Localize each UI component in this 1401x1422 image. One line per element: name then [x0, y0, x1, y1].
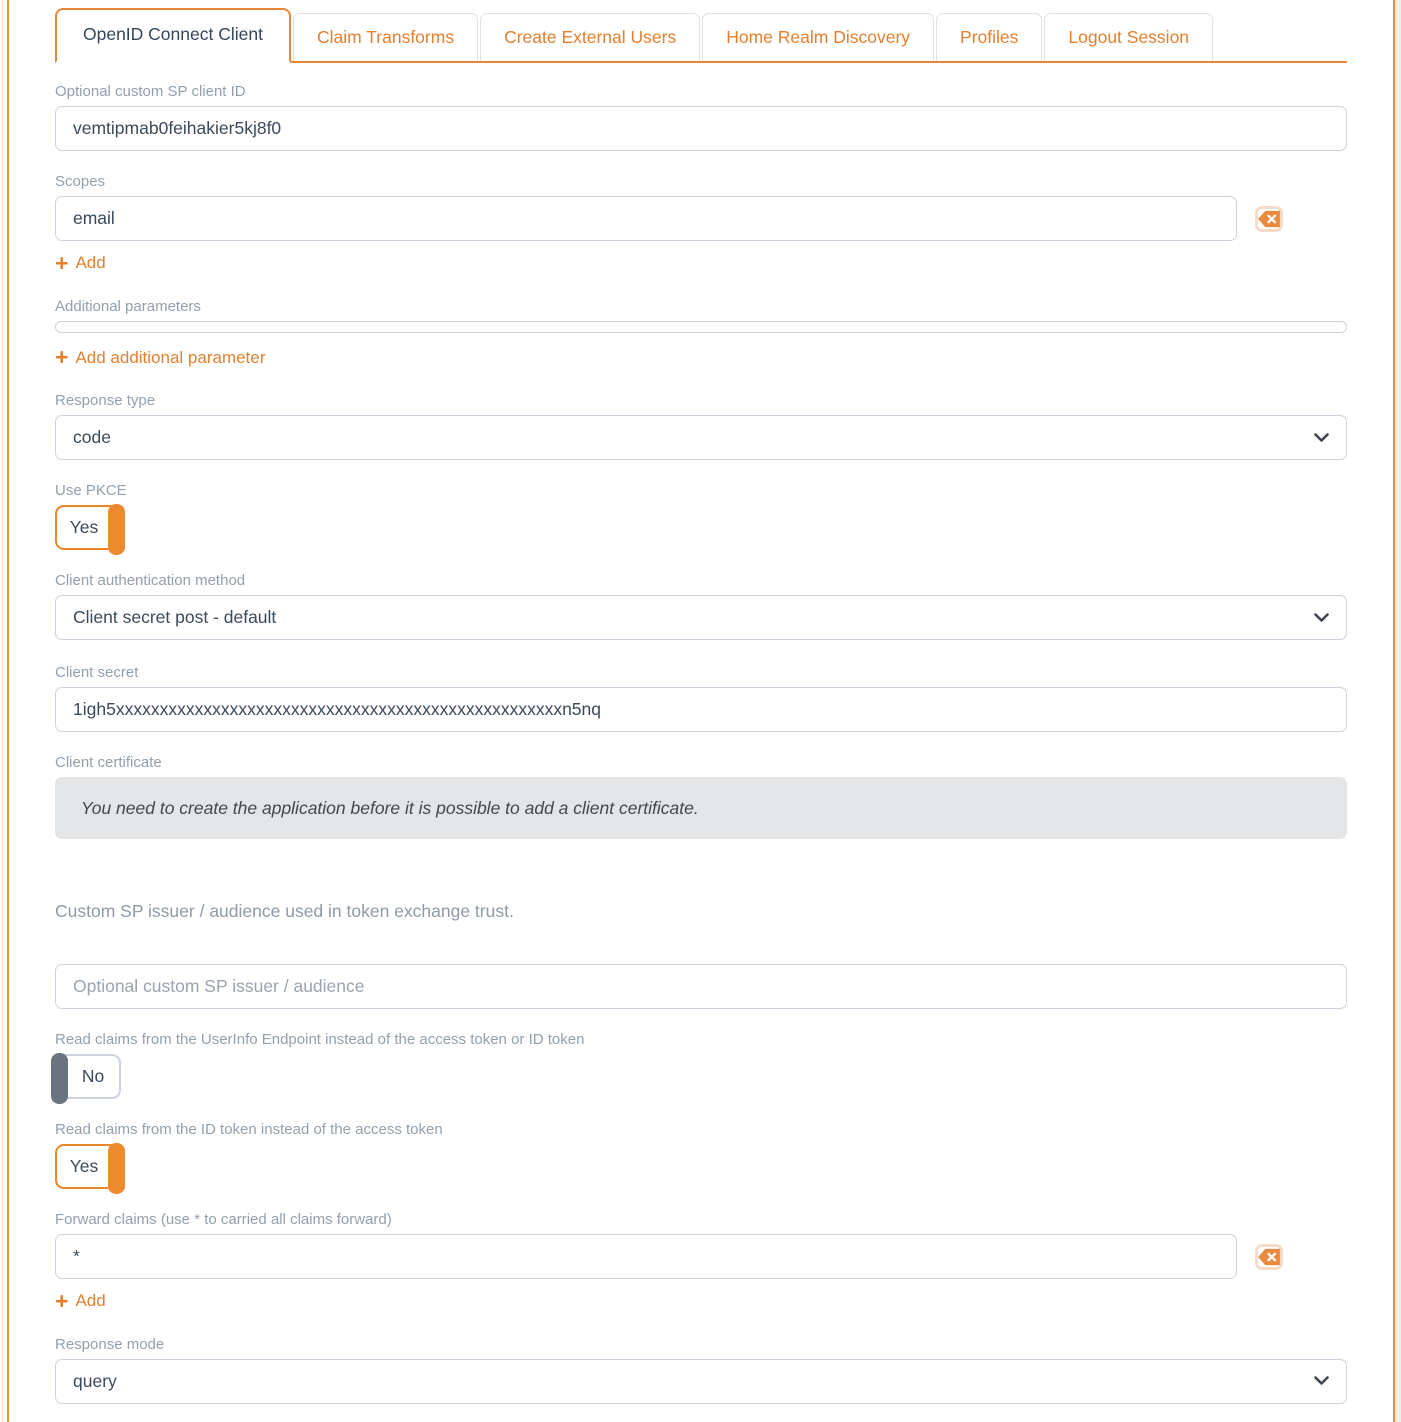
- tab-logout-session[interactable]: Logout Session: [1044, 13, 1213, 61]
- add-scope-link[interactable]: [55, 249, 106, 276]
- left-edge-faint-line: [2, 0, 3, 1422]
- read-claims-id-token-toggle-state: Yes: [69, 1156, 99, 1176]
- response-mode-select[interactable]: [55, 1359, 1347, 1404]
- tab-openid-connect-client[interactable]: OpenID Connect Client: [55, 8, 291, 63]
- read-claims-id-token-toggle[interactable]: [55, 1144, 121, 1189]
- response-type-value: code: [73, 427, 111, 447]
- add-additional-parameter-label: Add additional parameter: [75, 347, 266, 367]
- plus-icon: +: [55, 1287, 69, 1314]
- plus-icon: +: [55, 249, 69, 276]
- plus-icon: +: [55, 344, 69, 370]
- additional-parameters-input[interactable]: [55, 321, 1347, 333]
- client-auth-method-select[interactable]: [55, 595, 1347, 640]
- left-orange-border: [7, 0, 9, 1422]
- backspace-delete-icon: [1258, 1247, 1280, 1267]
- response-type-select[interactable]: [55, 415, 1347, 460]
- add-forward-claim-link[interactable]: [55, 1287, 106, 1314]
- chevron-down-icon: [1314, 1376, 1329, 1386]
- tab-home-realm-discovery[interactable]: Home Realm Discovery: [702, 13, 934, 61]
- toggle-knob: [108, 1143, 125, 1194]
- toggle-knob: [108, 504, 125, 555]
- forward-claims-label: Forward claims (use * to carried all claims forward): [55, 1211, 392, 1228]
- response-mode-value: query: [73, 1370, 117, 1391]
- tab-bar: [55, 8, 1347, 63]
- client-certificate-notice: You need to create the application before it is possible to add a client certificate.: [55, 777, 1347, 839]
- forward-claims-delete-button[interactable]: [1258, 1247, 1280, 1267]
- add-forward-claim-label: Add: [75, 1291, 106, 1310]
- read-claims-userinfo-toggle[interactable]: [55, 1054, 121, 1099]
- custom-sp-issuer-input[interactable]: [55, 964, 1347, 1009]
- tab-content: [55, 8, 1347, 1404]
- read-claims-userinfo-toggle-state: No: [81, 1066, 105, 1086]
- add-additional-parameter-link[interactable]: [55, 344, 266, 370]
- client-auth-method-label: Client authentication method: [55, 572, 246, 589]
- read-claims-id-token-label: Read claims from the ID token instead of the access token: [55, 1121, 443, 1138]
- sp-client-id-input[interactable]: [55, 106, 1347, 151]
- tab-claim-transforms[interactable]: Claim Transforms: [293, 13, 478, 61]
- tab-create-external-users[interactable]: Create External Users: [480, 13, 700, 61]
- client-certificate-label: Client certificate: [55, 754, 162, 771]
- add-scope-label: Add: [75, 253, 106, 272]
- use-pkce-toggle[interactable]: [55, 505, 121, 550]
- chevron-down-icon: [1314, 433, 1329, 443]
- forward-claims-input[interactable]: [55, 1234, 1237, 1279]
- right-edge-tint: [1395, 0, 1401, 1422]
- additional-parameters-label: Additional parameters: [55, 297, 201, 315]
- client-secret-input[interactable]: [55, 687, 1347, 732]
- use-pkce-label: Use PKCE: [55, 482, 127, 499]
- backspace-delete-icon: [1258, 209, 1280, 229]
- toggle-knob: [51, 1053, 68, 1104]
- client-secret-label: Client secret: [55, 664, 139, 681]
- response-mode-label: Response mode: [55, 1335, 165, 1353]
- sp-client-id-label: Optional custom SP client ID: [55, 83, 246, 100]
- read-claims-userinfo-label: Read claims from the UserInfo Endpoint instead of the access token or ID token: [55, 1031, 585, 1048]
- tab-profiles[interactable]: Profiles: [936, 13, 1042, 61]
- scopes-input[interactable]: [55, 196, 1237, 241]
- chevron-down-icon: [1314, 613, 1329, 623]
- custom-sp-issuer-description: Custom SP issuer / audience used in token exchange trust.: [55, 901, 514, 921]
- scopes-delete-button[interactable]: [1258, 209, 1280, 229]
- client-auth-method-value: Client secret post - default: [73, 607, 277, 627]
- response-type-label: Response type: [55, 392, 156, 409]
- use-pkce-toggle-state: Yes: [69, 517, 99, 537]
- scopes-label: Scopes: [55, 173, 106, 190]
